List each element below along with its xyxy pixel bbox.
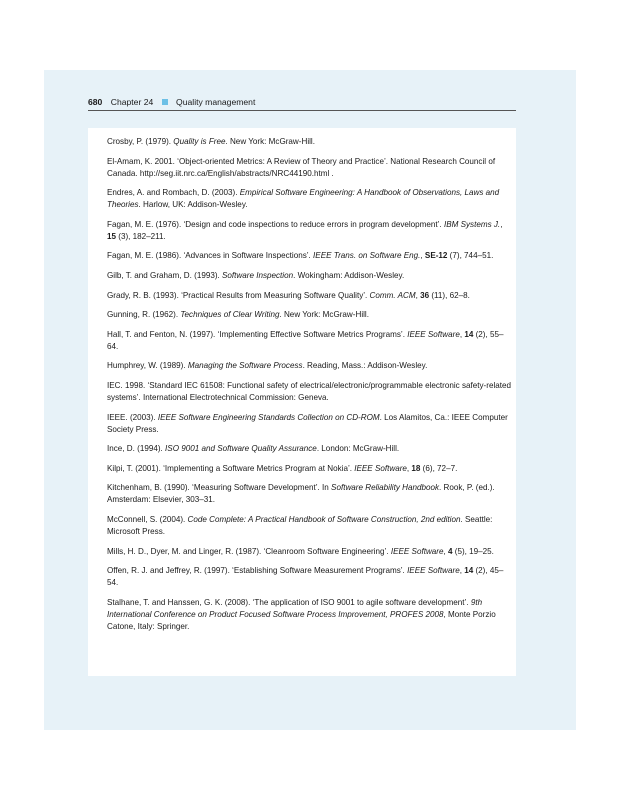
reference-entry: Stalhane, T. and Hanssen, G. K. (2008). ‘The application of ISO 9001 to agile software development’. 9th International Conference on Product Focused Software Process Improvement, PROFES 2008, Monte Porzio Catone, Italy: Springer. [107, 597, 496, 631]
reference-entry: Fagan, M. E. (1986). ‘Advances in Software Inspections’. IEEE Trans. on Software Eng., SE-12 (7), 744–51. [107, 251, 494, 261]
reference-entry: Hall, T. and Fenton, N. (1997). ‘Implementing Effective Software Metrics Programs’. IEEE Software, 14 (2), 55–64. [107, 329, 504, 351]
references-list [88, 128, 516, 676]
reference-entry: Offen, R. J. and Jeffrey, R. (1997). ‘Establishing Software Measurement Programs’. IEEE Software, 14 (2), 45–54. [107, 566, 504, 588]
section-marker-icon [162, 99, 168, 105]
reference-entry: Fagan, M. E. (1976). ‘Design and code inspections to reduce errors in program development’. IBM Systems J., 15 (3), 182–211. [107, 219, 503, 241]
reference-entry: Gilb, T. and Graham, D. (1993). Software Inspection. Wokingham: Addison-Wesley. [107, 270, 405, 280]
chapter-label: Chapter 24 [110, 97, 154, 107]
reference-entry: Gunning, R. (1962). Techniques of Clear Writing. New York: McGraw-Hill. [107, 310, 369, 320]
reference-entry: IEC. 1998. ‘Standard IEC 61508: Functional safety of electrical/electronic/programmable electronic safety-related systems’. International Electrotechnical Commission: Geneva. [107, 380, 511, 402]
running-header [88, 95, 516, 111]
page-number: 680 [88, 97, 103, 107]
reference-entry: Humphrey, W. (1989). Managing the Software Process. Reading, Mass.: Addison-Wesley. [107, 361, 428, 371]
reference-entry: McConnell, S. (2004). Code Complete: A Practical Handbook of Software Construction, 2nd edition. Seattle: Microsoft Press. [107, 514, 493, 536]
reference-entry: Kilpi, T. (2001). ‘Implementing a Software Metrics Program at Nokia’. IEEE Software, 18 (6), 72–7. [107, 463, 458, 473]
reference-entry: Crosby, P. (1979). Quality is Free. New York: McGraw-Hill. [107, 137, 315, 146]
reference-entry: Kitchenham, B. (1990). ‘Measuring Software Development’. In Software Reliability Handbook. Rook, P. (ed.). Amsterdam: Elsevier, 303–31. [107, 483, 495, 505]
reference-entry: Mills, H. D., Dyer, M. and Linger, R. (1987). ‘Cleanroom Software Engineering’. IEEE Software, 4 (5), 19–25. [107, 546, 494, 556]
reference-entry: Grady, R. B. (1993). ‘Practical Results from Measuring Software Quality’. Comm. ACM, 36 (11), 62–8. [107, 290, 470, 300]
reference-entry: IEEE. (2003). IEEE Software Engineering Standards Collection on CD-ROM. Los Alamitos, Ca.: IEEE Computer Society Press. [107, 412, 508, 434]
section-title: Quality management [176, 97, 256, 107]
reference-entry: El-Amam, K. 2001. ‘Object-oriented Metrics: A Review of Theory and Practice’. National Research Council of Canada. http://seg.iit.nrc.ca/English/abstracts/NRC44190.html . [107, 156, 496, 178]
reference-entry: Ince, D. (1994). ISO 9001 and Software Quality Assurance. London: McGraw-Hill. [107, 444, 400, 454]
header-rule [88, 110, 516, 111]
reference-entry: Endres, A. and Rombach, D. (2003). Empirical Software Engineering: A Handbook of Observations, Laws and Theories. Harlow, UK: Addison-Wesley. [107, 188, 500, 210]
